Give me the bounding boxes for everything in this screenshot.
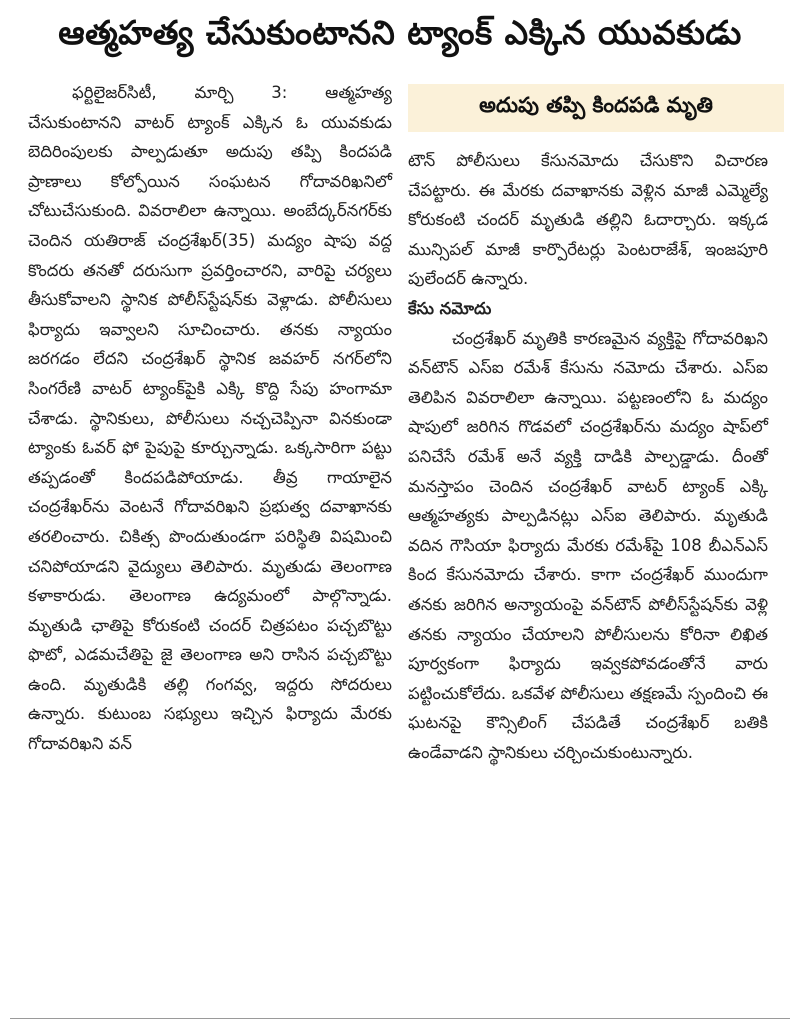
- left-column-text: ఫర్టిలైజర్‌సిటీ, మార్చి 3: ఆత్మహత్య చేసుకుంటానని వాటర్ ట్యాంక్ ఎక్కిన ఓ యువకుడు బెదిరింపులకు పాల్పడుతూ అదుపు తప్పి కిందపడి ప్రాణాలు కోల్పోయిన సంఘటన గోదావరిఖనిలో చోటుచేసుకుంది. వివరాలిలా ఉన్నాయి. అంబేద్కర్‌నగర్‌కు చెందిన యతిరాజ్ చంద్రశేఖర్(35) మద్యం షాపు వద్ద కొందరు తనతో దరుసుగా ప్రవర్తించారని, వారిపై చర్యలు తీసుకోవాలని స్థానిక పోలీస్‌స్టేషన్‌కు వెళ్లాడు. పోలీసులు ఫిర్యాదు ఇవ్వాలని సూచించారు. తనకు న్యాయం జరగడం లేదని చంద్రశేఖర్ స్థానిక జవహర్ నగర్‌లోని సింగరేణి వాటర్ ట్యాంక్‌పైకి ఎక్కి కొద్ది సేపు హంగామా చేశాడు. స్థానికులు, పోలీసులు నచ్చచెప్పినా వినకుండా ట్యాంకు ఓవర్ ఫో పైపుపై కూర్చున్నాడు. ఒక్కసారిగా పట్టు తప్పడంతో కిందపడిపోయాడు. తీవ్ర గాయాలైన చంద్రశేఖర్‌ను వెంటనే గోదావరిఖని ప్రభుత్వ దవాఖానకు తరలించారు. చికిత్స పొందుతుండగా పరిస్థితి విషమించి చనిపోయాడని వైద్యులు తెలిపారు. మృతుడు తెలంగాణ కళాకారుడు. తెలంగాణ ఉద్యమంలో పాల్గొన్నాడు. మృతుడి ఛాతిపై కోరుకంటి చందర్ చిత్రపటం పచ్చబొట్టు ఫొటో, ఎడమచేతిపై జై తెలంగాణ అని రాసిన పచ్చబొట్టు ఉంది. మృతుడికి తల్లి గంగవ్వ, ఇద్దరు సోదరులు ఉన్నారు. కుటుంబ సభ్యులు ఇచ్చిన ఫిర్యాదు మేరకు గోదావరిఖని వన్: [28, 83, 392, 754]
- subheadline-text: అదుపు తప్పి కిందపడి మృతి: [479, 93, 713, 117]
- left-column: [28, 78, 392, 759]
- bottom-rule: [10, 1018, 790, 1019]
- subheadline: [408, 84, 784, 132]
- right-column: [408, 146, 768, 767]
- crosshead: కేసు నమోదు: [408, 298, 492, 318]
- headline: ఆత్మహత్య చేసుకుంటానని ట్యాంక్ ఎక్కిన యువకుడు: [58, 13, 742, 52]
- right-column-text-top: టౌన్ పోలీసులు కేసునమోదు చేసుకొని విచారణ చేపట్టారు. ఈ మేరకు దవాఖానకు వెళ్లిన మాజీ ఎమ్మెల్యే కోరుకంటి చందర్ మృతుడి తల్లిని ఓదార్చారు. ఇక్కడ మున్సిపల్ మాజీ కార్పొరేటర్లు పెంటరాజేశ్, ఇంజపూరి పులేందర్ ఉన్నారు.: [408, 151, 768, 289]
- right-column-text-bottom: చంద్రశేఖర్ మృతికి కారణమైన వ్యక్తిపై గోదావరిఖని వన్‌టౌన్ ఎస్ఐ రమేశ్ కేసును నమోదు చేశారు. ఎస్ఐ తెలిపిన వివరాలిలా ఉన్నాయి. పట్టణంలోని ఓ మద్యం షాపులో జరిగిన గొడవలో చంద్రశేఖర్‌ను మద్యం షాప్‌లో పనిచేసే రమేశ్ అనే వ్యక్తి దాడికి పాల్పడ్డాడు. దీంతో మనస్తాపం చెందిన చంద్రశేఖర్ వాటర్ ట్యాంక్ ఎక్కి ఆత్మహత్యకు పాల్పడినట్లు ఎస్ఐ తెలిపారు. మృతుడి వదిన గౌసియా ఫిర్యాదు మేరకు రమేశ్‌పై 108 బీఎన్ఎస్ కింద కేసునమోదు చేశారు. కాగా చంద్రశేఖర్ ముందుగా తనకు జరిగిన అన్యాయంపై వన్‌టౌన్ పోలీస్‌స్టేషన్‌కు వెళ్లి తనకు న్యాయం చేయాలని పోలీసులను కోరినా లిఖిత పూర్వకంగా ఫిర్యాదు ఇవ్వకపోవడంతోనే వారు పట్టించుకోలేదు. ఒకవేళ పోలీసులు తక్షణమే స్పందించి ఈ ఘటనపై కౌన్సిలింగ్ చేపడితే చంద్రశేఖర్ బతికి ఉండేవాడని స్థానికులు చర్చించుకుంటున్నారు.: [408, 328, 768, 762]
